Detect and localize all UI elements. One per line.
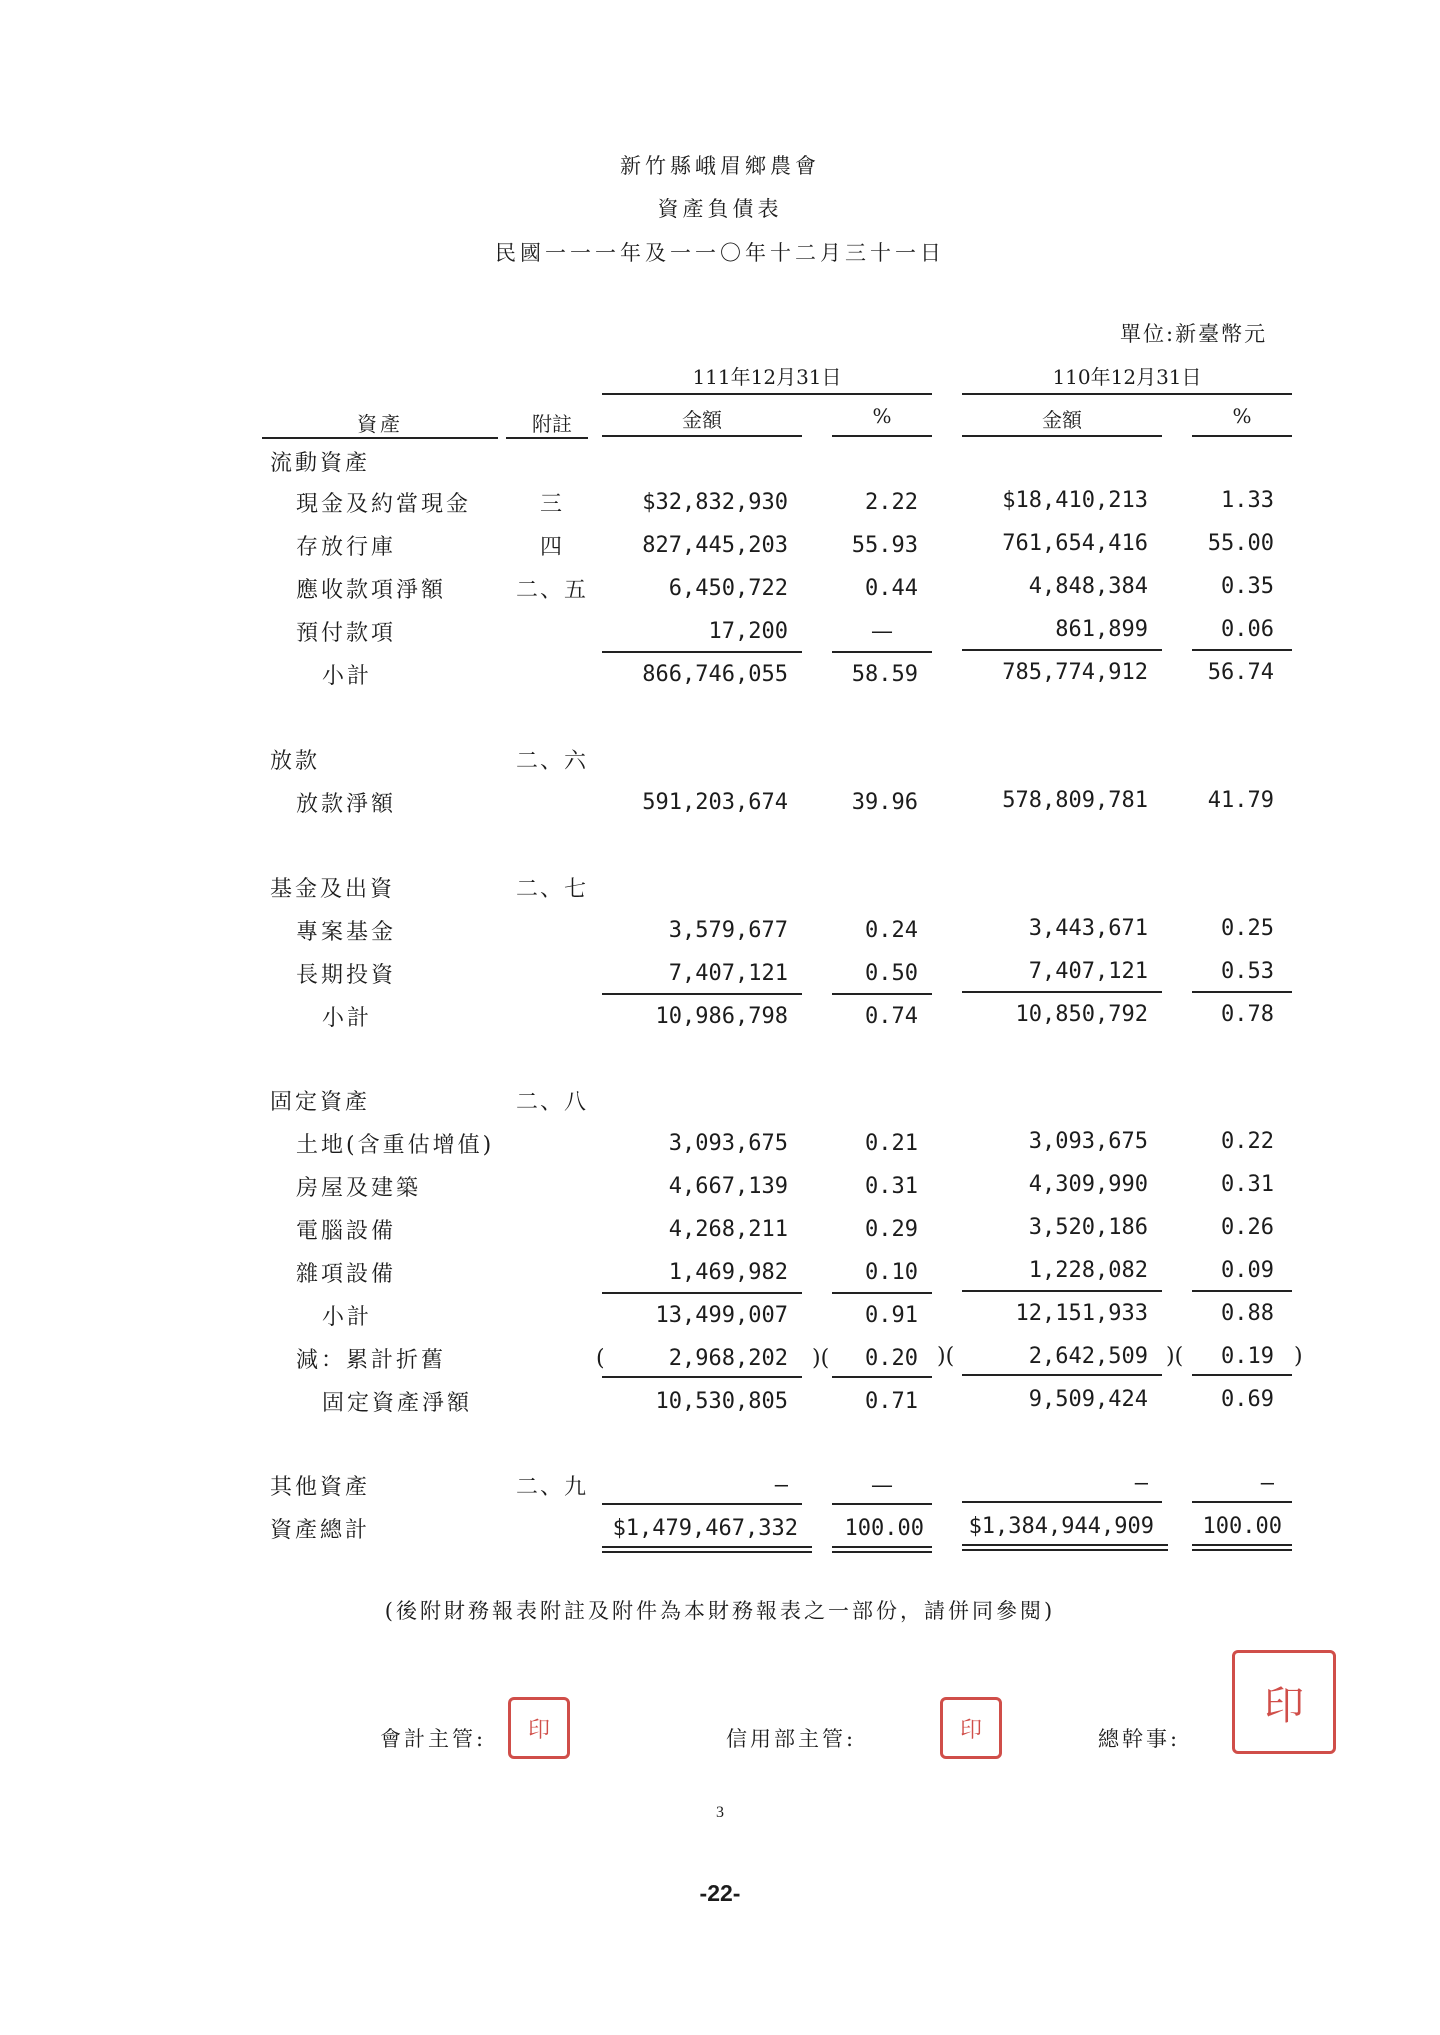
row-pct-current: 39.96 [851,790,918,815]
row-note: 二、七 [515,877,588,902]
col-header-amount-prior: 金額 [1042,408,1082,432]
row-label: 電腦設備 [296,1219,397,1244]
row-note: 二、六 [515,749,588,774]
subtotal-rule [602,651,802,653]
header-rule-amount-current [602,435,802,437]
subtotal-rule [962,1290,1162,1292]
total-double-rule [832,1546,932,1553]
signature-director-label: 總幹事: [1098,1727,1181,1751]
row-label: 放款 [270,749,321,774]
row-pct-prior: 0.88 [1221,1301,1274,1326]
open-paren: ( [596,1346,605,1371]
row-pct-current: 0.21 [865,1131,918,1156]
row-amount-current: — [774,1473,788,1498]
row-pct-current: 0.71 [865,1389,918,1414]
row-label: 專案基金 [296,920,397,945]
row-pct-prior: 100.00 [1202,1514,1282,1539]
subtotal-rule [1192,1501,1292,1503]
row-pct-current: 100.00 [844,1516,924,1541]
subtotal-rule [602,1376,802,1378]
row-pct-current: 0.31 [865,1174,918,1199]
row-amount-prior: 1,228,082 [1028,1258,1148,1283]
subtotal-rule [1192,649,1292,651]
row-amount-prior: 12,151,933 [1015,1301,1148,1326]
row-pct-current: 58.59 [851,662,918,687]
subtotal-rule [1192,991,1292,993]
row-pct-current: 55.93 [851,533,918,558]
header-rule-pct-prior [1192,435,1292,437]
row-amount-current: 2,968,202 [668,1346,788,1371]
row-note: 三 [539,492,564,517]
signature-accounting-label: 會計主管: [380,1727,487,1751]
row-note: 二、九 [515,1475,588,1500]
row-amount-prior: 761,654,416 [1002,531,1148,556]
subtotal-rule [1192,1374,1292,1376]
subtotal-rule [832,1376,932,1378]
row-amount-current: 7,407,121 [668,961,788,986]
row-pct-current: — [871,619,893,644]
subtotal-rule [962,649,1162,651]
period-prior-rule [962,393,1292,395]
seal-credit: 印 [940,1697,1002,1759]
col-header-item: 資產 [357,412,403,436]
org-name: 新竹縣峨眉鄉農會 [620,154,820,178]
row-label: 雜項設備 [296,1262,397,1287]
row-amount-current: 10,530,805 [655,1389,788,1414]
row-label: 存放行庫 [296,535,397,560]
row-label: 小計 [322,664,373,689]
subtotal-rule [1192,1290,1292,1292]
row-amount-current: 17,200 [708,619,788,644]
row-pct-current: 0.74 [865,1004,918,1029]
row-amount-prior: 9,509,424 [1028,1387,1148,1412]
col-header-pct-prior: % [1232,404,1252,428]
row-pct-current: 0.24 [865,918,918,943]
row-pct-prior: 0.78 [1221,1002,1274,1027]
header-rule-pct-current [832,435,932,437]
currency-unit: 單位:新臺幣元 [1120,322,1268,346]
row-amount-current: 6,450,722 [668,576,788,601]
row-amount-prior: 4,309,990 [1028,1172,1148,1197]
row-label: 預付款項 [296,621,397,646]
row-amount-current: 4,667,139 [668,1174,788,1199]
period-prior-header: 110年12月31日 [1052,365,1202,389]
subtotal-rule [962,1501,1162,1503]
total-double-rule [1192,1544,1292,1551]
subtotal-rule [602,1292,802,1294]
seal-director: 印 [1232,1650,1336,1754]
row-pct-prior: 0.25 [1221,916,1274,941]
total-double-rule [962,1544,1168,1551]
close-paren: ) [1294,1344,1303,1369]
header-rule-note [506,437,588,439]
subtotal-rule [962,991,1162,993]
row-amount-current: 10,986,798 [655,1004,788,1029]
row-pct-prior: 0.06 [1221,617,1274,642]
row-amount-prior: 3,093,675 [1028,1129,1148,1154]
total-double-rule [602,1546,812,1553]
row-amount-prior: — [1134,1471,1148,1496]
row-label: 固定資產淨額 [322,1391,473,1416]
row-label: 長期投資 [296,963,397,988]
seal-accounting: 印 [508,1697,570,1759]
row-pct-current: 0.10 [865,1260,918,1285]
report-period: 民國一一一年及一一〇年十二月三十一日 [495,241,945,265]
row-pct-prior: 0.26 [1221,1215,1274,1240]
row-pct-current: 0.50 [865,961,918,986]
row-pct-prior: 0.22 [1221,1129,1274,1154]
page-number: 3 [716,1804,724,1821]
row-label: 減：累計折舊 [296,1348,447,1373]
col-header-note: 附註 [532,412,572,436]
header-rule-item [262,437,498,439]
row-note: 二、八 [515,1090,588,1115]
col-header-amount-current: 金額 [682,408,722,432]
row-amount-current: 1,469,982 [668,1260,788,1285]
row-amount-prior: $1,384,944,909 [968,1514,1154,1539]
subtotal-rule [962,1374,1162,1376]
row-amount-current: 827,445,203 [642,533,788,558]
row-pct-current: 0.20 [865,1346,918,1371]
row-pct-prior: 56.74 [1207,660,1274,685]
row-pct-prior: 0.19 [1221,1344,1274,1369]
row-label: 基金及出資 [270,877,396,902]
row-note: 二、五 [515,578,588,603]
row-pct-prior: 0.69 [1221,1387,1274,1412]
row-pct-prior: 0.35 [1221,574,1274,599]
row-amount-prior: $18,410,213 [1002,488,1148,513]
row-amount-prior: 785,774,912 [1002,660,1148,685]
row-amount-prior: 861,899 [1055,617,1148,642]
row-pct-prior: 41.79 [1207,788,1274,813]
row-label: 固定資產 [270,1090,371,1115]
row-label: 資產總計 [270,1518,371,1543]
row-pct-current: — [871,1473,893,1498]
period-current-rule [602,393,932,395]
row-amount-prior: 4,848,384 [1028,574,1148,599]
row-pct-prior: 55.00 [1207,531,1274,556]
row-label: 流動資產 [270,451,371,476]
signature-credit-label: 信用部主管: [726,1727,857,1751]
header-rule-amount-prior [962,435,1162,437]
row-amount-prior: 2,642,509 [1028,1344,1148,1369]
row-amount-prior: 3,443,671 [1028,916,1148,941]
footnote: (後附財務報表附註及附件為本財務報表之一部份，請併同參閱) [384,1599,1056,1623]
subtotal-rule [602,1503,802,1505]
row-label: 現金及約當現金 [296,492,472,517]
row-label: 其他資產 [270,1475,371,1500]
period-current-header: 111年12月31日 [692,365,842,389]
row-pct-prior: 0.31 [1221,1172,1274,1197]
row-amount-current: 13,499,007 [655,1303,788,1328]
row-pct-current: 0.91 [865,1303,918,1328]
row-amount-current: $32,832,930 [642,490,788,515]
subtotal-rule [832,993,932,995]
row-label: 放款淨額 [296,792,397,817]
row-amount-prior: 3,520,186 [1028,1215,1148,1240]
row-amount-current: 3,093,675 [668,1131,788,1156]
report-title: 資產負債表 [657,197,783,221]
row-label: 土地(含重估增值) [296,1133,495,1158]
row-label: 小計 [322,1305,373,1330]
paren-pair: )( [812,1346,830,1371]
row-pct-prior: 0.53 [1221,959,1274,984]
paren-pair: )( [937,1344,955,1369]
col-header-pct-current: % [872,404,892,428]
subtotal-rule [832,1292,932,1294]
row-pct-current: 0.29 [865,1217,918,1242]
row-amount-current: 3,579,677 [668,918,788,943]
row-pct-prior: 0.09 [1221,1258,1274,1283]
row-amount-current: 4,268,211 [668,1217,788,1242]
row-label: 房屋及建築 [296,1176,422,1201]
row-label: 應收款項淨額 [296,578,447,603]
row-amount-current: 866,746,055 [642,662,788,687]
row-pct-prior: — [1260,1471,1274,1496]
subtotal-rule [832,1503,932,1505]
subtotal-rule [832,651,932,653]
row-pct-prior: 1.33 [1221,488,1274,513]
page-number-document: -22- [699,1880,741,1906]
row-amount-prior: 7,407,121 [1028,959,1148,984]
row-amount-current: $1,479,467,332 [612,1516,798,1541]
paren-pair: )( [1166,1344,1184,1369]
row-amount-current: 591,203,674 [642,790,788,815]
row-pct-current: 0.44 [865,576,918,601]
row-pct-current: 2.22 [865,490,918,515]
row-note: 四 [539,535,564,560]
subtotal-rule [602,993,802,995]
row-amount-prior: 578,809,781 [1002,788,1148,813]
row-amount-prior: 10,850,792 [1015,1002,1148,1027]
row-label: 小計 [322,1006,373,1031]
